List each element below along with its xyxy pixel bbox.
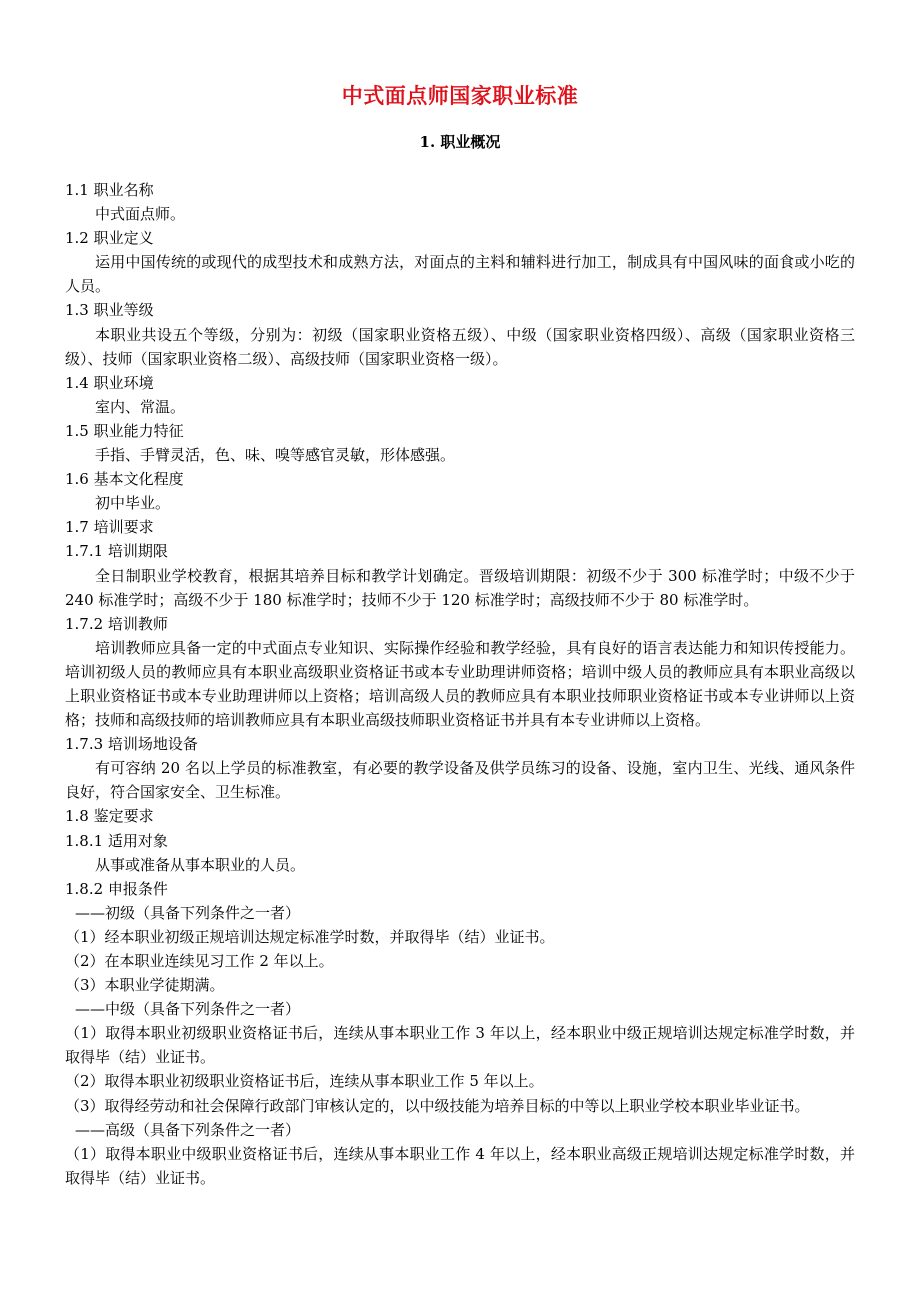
subsection-heading: 1.7 培训要求 [65, 518, 154, 537]
paragraph: 运用中国传统的或现代的成型技术和成熟方法，对面点的主料和辅料进行加工，制成具有中国风味的面食或小吃的人员。 [65, 253, 855, 296]
paragraph: 培训教师应具备一定的中式面点专业知识、实际操作经验和教学经验，具有良好的语言表达能力和知识传授能力。培训初级人员的教师应具有本职业高级职业资格证书或本专业助理讲师资格；培训中级人员的教师应具有本职业高级以上职业资格证书或本专业助理讲师以上资格；培训高级人员的教师应具有本职业技师职业资格证书或本专业讲师以上资格；技师和高级技师的培训教师应具有本职业高级技师职业资格证书并具有本专业讲师以上资格。 [65, 638, 855, 730]
paragraph: 从事或准备从事本职业的人员。 [95, 855, 306, 874]
list-item: （3）取得经劳动和社会保障行政部门审核认定的，以中级技能为培养目标的中等以上职业学校本职业毕业证书。 [65, 1096, 810, 1115]
paragraph: 中式面点师。 [95, 205, 186, 224]
subsection-heading: 1.1 职业名称 [65, 181, 154, 199]
paragraph: 有可容纳 20 名以上学员的标准教室，有必要的教学设备及供学员练习的设备、设施，室内卫生、光线、通风条件良好，符合国家安全、卫生标准。 [65, 759, 855, 802]
subsection-heading: 1.4 职业环境 [65, 373, 154, 392]
subsection-heading: 1.3 职业等级 [65, 301, 154, 320]
subsection-heading: 1.7.2 培训教师 [65, 614, 168, 633]
document-body [65, 178, 855, 1190]
paragraph: 全日制职业学校教育，根据其培养目标和教学计划确定。晋级培训期限：初级不少于 300 标准学时；中级不少于 240 标准学时；高级不少于 180 标准学时；技师不少于 120 标准学时；高级技师不少于 80 标准学时。 [65, 566, 855, 609]
subsection-heading: 1.5 职业能力特征 [65, 421, 184, 440]
document-title: 中式面点师国家职业标准 [341, 83, 579, 108]
level-heading: ——中级（具备下列条件之一者） [75, 1000, 301, 1019]
list-item: （2）取得本职业初级职业资格证书后，连续从事本职业工作 5 年以上。 [65, 1072, 544, 1091]
subsection-heading: 1.8.1 适用对象 [65, 831, 168, 850]
list-item: （1）取得本职业初级职业资格证书后，连续从事本职业工作 3 年以上，经本职业中级正规培训达规定标准学时数，并取得毕（结）业证书。 [65, 1024, 855, 1067]
subsection-heading: 1.2 职业定义 [65, 229, 154, 248]
paragraph: 手指、手臂灵活，色、味、嗅等感官灵敏，形体感强。 [95, 446, 456, 465]
paragraph: 本职业共设五个等级，分别为：初级（国家职业资格五级）、中级（国家职业资格四级）、高级（国家职业资格三级）、技师（国家职业资格二级）、高级技师（国家职业资格一级）。 [65, 325, 855, 368]
list-item: （3）本职业学徒期满。 [65, 976, 225, 995]
list-item: （1）取得本职业中级职业资格证书后，连续从事本职业工作 4 年以上，经本职业高级正规培训达规定标准学时数，并取得毕（结）业证书。 [65, 1144, 855, 1187]
level-heading: ——初级（具备下列条件之一者） [75, 903, 301, 922]
subsection-heading: 1.7.3 培训场地设备 [65, 735, 198, 754]
section-heading: 1. 职业概况 [419, 133, 501, 151]
list-item: （2）在本职业连续见习工作 2 年以上。 [65, 952, 334, 970]
subsection-heading: 1.8.2 申报条件 [65, 879, 168, 898]
subsection-heading: 1.6 基本文化程度 [65, 470, 184, 489]
subsection-heading: 1.7.1 培训期限 [65, 542, 168, 561]
paragraph: 初中毕业。 [95, 494, 171, 513]
list-item: （1）经本职业初级正规培训达规定标准学时数，并取得毕（结）业证书。 [65, 927, 555, 946]
level-heading: ——高级（具备下列条件之一者） [75, 1120, 301, 1139]
subsection-heading: 1.8 鉴定要求 [65, 807, 154, 826]
paragraph: 室内、常温。 [95, 397, 186, 416]
